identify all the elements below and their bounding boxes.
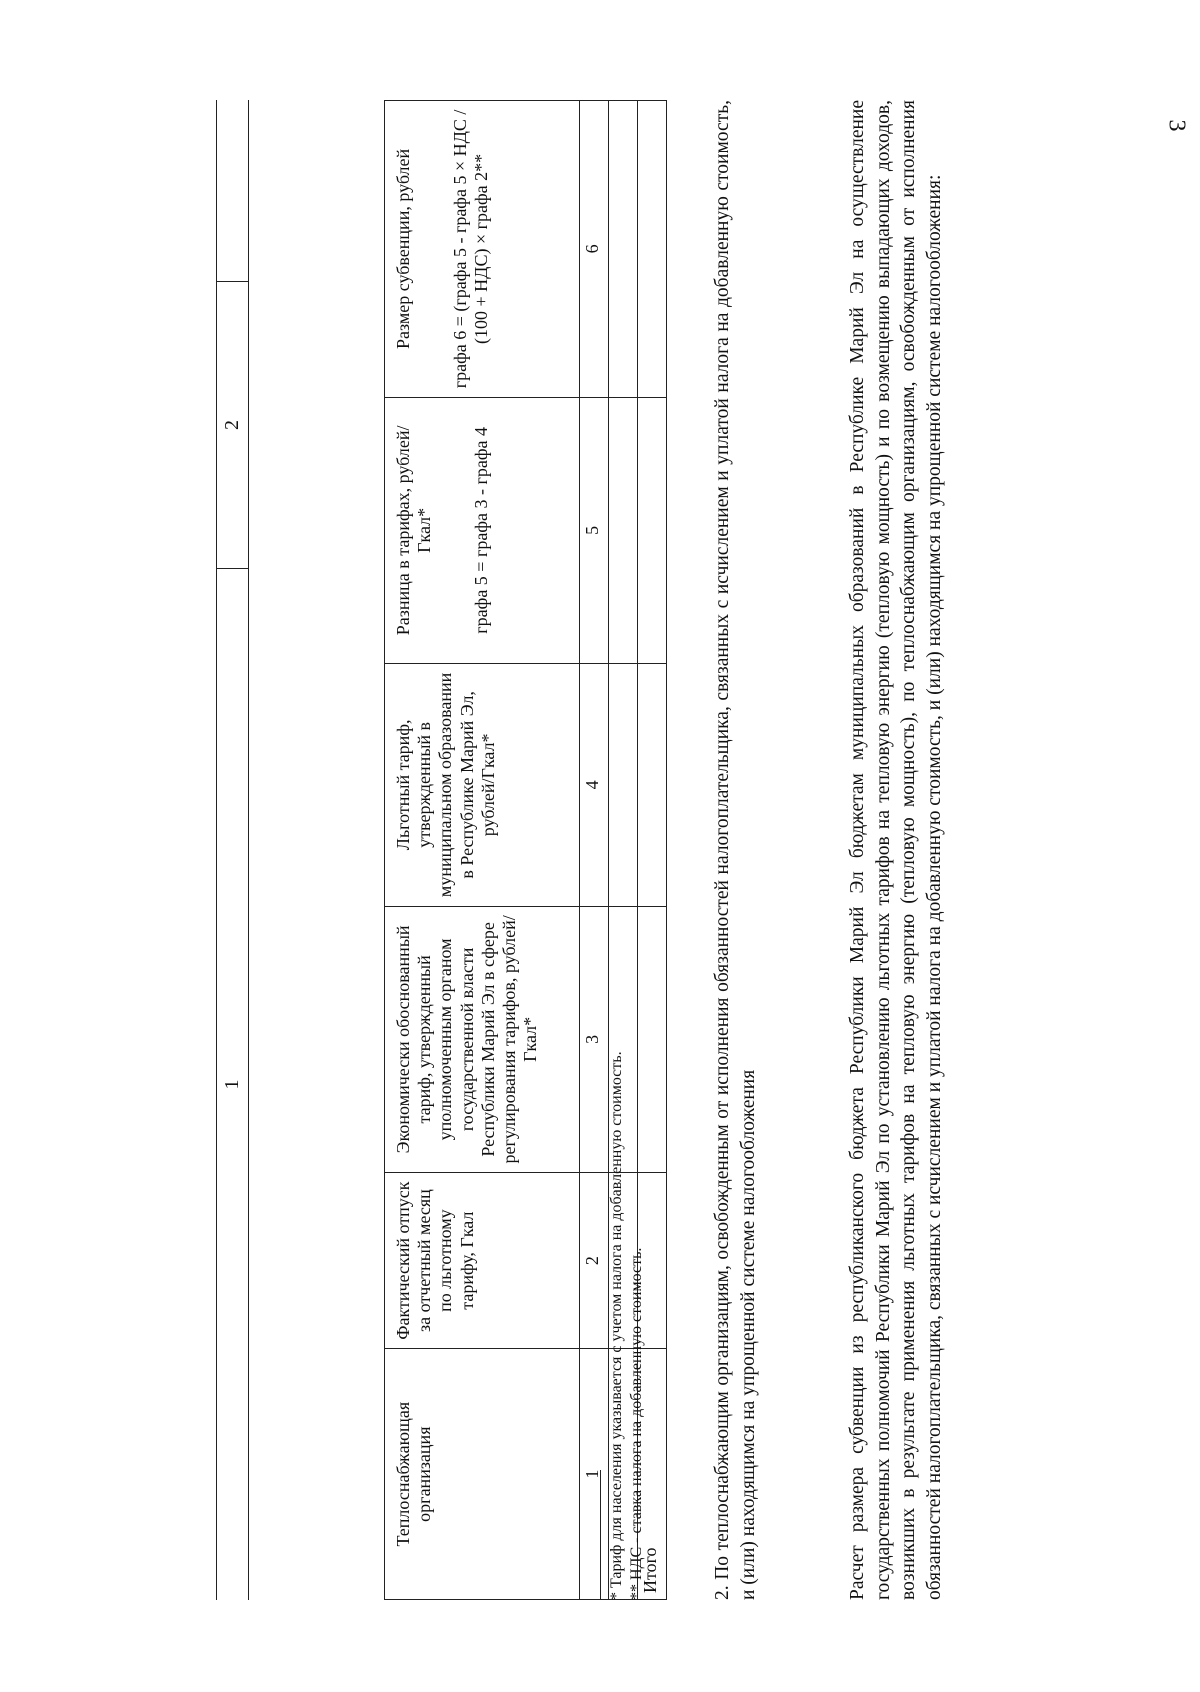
page-number: 3	[1163, 119, 1190, 132]
header-cell: Размер субвенции, рублей графа 6 = (графа 5 - графа 5 × НДС / (100 + НДС) × графа 2**	[385, 101, 580, 398]
table-cell: 1	[580, 1349, 609, 1600]
paragraph: Расчет размера субвенции из республиканского бюджета Республики Марий Эл бюджетам муниципальных образований в Республике Марий Эл на осуществление государственных полномочий Республики Марий Эл по установлению льготных тарифов на тепловую энергию (тепловую мощность) и по возмещению выпадающих доходов, возникших в результате применения льготных тарифов на тепловую энергию (тепловую мощность), по теплоснабжающим организациям, освобожденным от исполнения обязанностей налогоплательщика, связанных с исчислением и уплатой налога на добавленную стоимость, и (или) находящимся на упрощенной системе налогообложения:	[847, 100, 946, 1600]
table-cell	[638, 397, 667, 663]
paragraph: 2. По теплоснабжающим организациям, освобожденным от исполнения обязанностей налогоплательщика, связанных с исчислением и уплатой налога на добавленную стоимость, и (или) находящимся на упрощенной системе налогообложения	[712, 100, 759, 1600]
table-cell: 2	[580, 1172, 609, 1348]
header-strip-empty	[216, 100, 248, 282]
table-cell	[638, 101, 667, 398]
header-cell: Льготный тариф, утвержденный в муниципальном образовании в Республике Марий Эл, рублей/Гкал*	[385, 663, 580, 906]
rotated-page-content	[130, 100, 1200, 1600]
total-label: Итого	[638, 1349, 667, 1600]
table-cell: 4	[580, 663, 609, 906]
footnotes	[600, 700, 647, 1600]
header-cell: Экономически обоснованный тариф, утвержденный уполномоченным органом государственной власти Республики Марий Эл в сфере регулирования тарифов, рублей/Гкал*	[385, 906, 580, 1172]
table-cell: 5	[580, 397, 609, 663]
footnote-rule	[600, 1470, 601, 1600]
footnote: ** НДС - ставка налога на добавленную стоимость.	[628, 1247, 645, 1600]
header-strip-col1: 1	[220, 1079, 243, 1090]
footnote: * Тариф для населения указывается с учетом налога на добавленную стоимость.	[608, 1051, 625, 1600]
table-cell: 6	[580, 101, 609, 398]
header-strip	[216, 100, 248, 1600]
header-cell: Фактический отпуск за отчетный месяц по льготному тарифу, Гкал	[385, 1172, 580, 1348]
table-cell: 3	[580, 906, 609, 1172]
header-cell: Теплоснабжающая организация	[385, 1349, 580, 1600]
header-cell: Разница в тарифах, рублей/Гкал* графа 5 = графа 3 - графа 4	[385, 397, 580, 663]
header-strip-bottom-rule	[248, 100, 249, 1600]
formula-col6: графа 6 = (графа 5 - графа 5 × НДС / (100 + НДС) × графа 2**	[450, 109, 492, 389]
formula-col5: графа 5 = графа 3 - графа 4	[471, 427, 492, 634]
header-strip-col2: 2	[216, 282, 248, 569]
table-cell	[609, 397, 638, 663]
table-header-row	[385, 101, 580, 1600]
table-cell	[609, 101, 638, 398]
